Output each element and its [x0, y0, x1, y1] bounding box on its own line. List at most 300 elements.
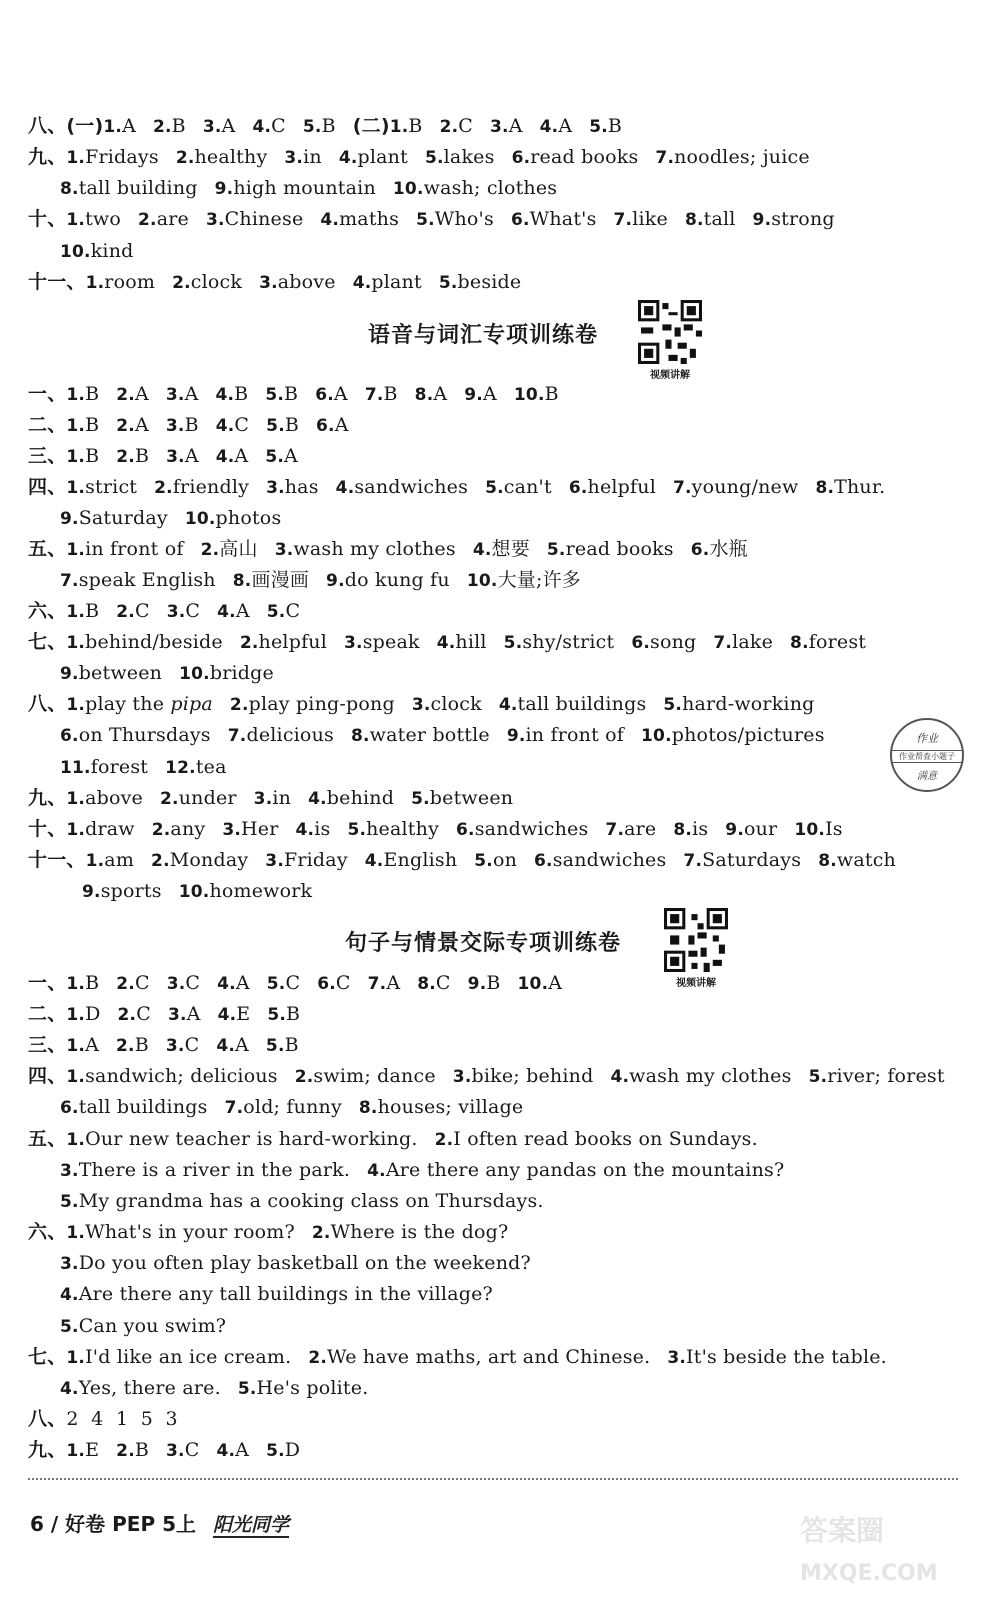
answer-item	[351, 724, 490, 746]
item-number: 2.	[172, 273, 191, 293]
item-number: 8.	[684, 210, 704, 230]
answer-item	[295, 1065, 436, 1087]
item-answer: on Thursdays	[78, 724, 211, 746]
item-answer: are	[156, 208, 189, 230]
item-number: 5.	[589, 117, 608, 137]
answer-item	[216, 414, 249, 436]
item-answer: A	[184, 445, 199, 467]
item-number: 5.	[347, 820, 367, 840]
answer-item	[252, 115, 285, 137]
answer-item	[667, 1346, 887, 1368]
section-title-sentences-communication: 句子与情景交际专项训练卷	[345, 931, 622, 956]
item-number: 6.	[60, 1098, 79, 1118]
item-answer: draw	[85, 818, 135, 840]
item-answer: C	[185, 972, 201, 994]
item-answer: between	[429, 787, 514, 809]
item-number: 5.	[265, 447, 285, 467]
answer-line	[60, 1092, 540, 1122]
item-answer: tall	[703, 208, 736, 230]
item-answer: B	[134, 1034, 149, 1056]
answer-item	[66, 476, 137, 498]
item-number: 3.	[165, 1036, 185, 1056]
answer-item	[66, 1034, 99, 1056]
answer-item	[641, 724, 825, 746]
item-answer: lake	[732, 631, 774, 653]
answer-line	[28, 267, 538, 297]
item-answer: Chinese	[224, 208, 304, 230]
item-number: 2.	[160, 789, 179, 809]
answer-item	[217, 600, 250, 622]
watermark-line1: 答案圈	[800, 1514, 885, 1547]
item-number: 2.	[116, 385, 135, 405]
item-number: 1.	[389, 117, 409, 137]
item-number: 7.	[713, 633, 733, 653]
item-answer: B	[85, 414, 100, 436]
item-number: 5.	[265, 1036, 285, 1056]
item-answer: young/new	[691, 476, 799, 498]
item-answer: bridge	[209, 662, 274, 684]
item-answer: between	[78, 662, 163, 684]
item-answer: Saturdays	[702, 849, 802, 871]
answer-item	[344, 631, 420, 653]
item-number: 4.	[295, 820, 315, 840]
answer-item	[308, 787, 394, 809]
answer-item	[605, 818, 656, 840]
item-answer: Monday	[169, 849, 249, 871]
item-number: 5.	[546, 540, 566, 560]
item-number: 3.	[411, 695, 431, 715]
answer-line	[28, 1342, 904, 1372]
item-number: 5.	[266, 974, 286, 994]
item-number: 8.	[60, 179, 79, 199]
item-number: 8.	[790, 633, 809, 653]
stamp-mid-text: 作业帮查小题子	[892, 750, 962, 763]
answer-item	[103, 115, 136, 137]
answer-item	[511, 208, 597, 230]
answer-item	[490, 115, 523, 137]
answer-item	[631, 631, 696, 653]
item-number: 4.	[472, 540, 492, 560]
answer-item	[518, 972, 563, 994]
stamp-top-text: 作业	[916, 732, 938, 745]
qr-code-icon[interactable]	[638, 300, 702, 364]
item-answer: A	[235, 972, 250, 994]
item-number: 9.	[60, 509, 79, 529]
item-number: 3.	[266, 478, 285, 498]
item-number: 2.	[116, 1441, 135, 1461]
answer-item	[86, 849, 134, 871]
item-answer: in	[272, 787, 292, 809]
item-answer: tall building	[78, 177, 198, 199]
section-number: 三、	[28, 1034, 67, 1056]
item-answer: Where is the dog?	[330, 1221, 509, 1243]
item-answer: behind/beside	[85, 631, 223, 653]
section-number: 三、	[28, 445, 67, 467]
item-number: 1.	[103, 117, 123, 137]
item-number: 8.	[815, 478, 835, 498]
item-number: 3.	[166, 602, 186, 622]
answer-item	[464, 383, 497, 405]
item-answer: read books	[530, 146, 639, 168]
answer-item	[206, 208, 303, 230]
item-number: 3.	[205, 210, 225, 230]
item-answer: A	[235, 1034, 249, 1056]
answer-line	[28, 783, 530, 813]
item-number: 7.	[672, 478, 692, 498]
item-answer: bike; behind	[471, 1065, 594, 1087]
item-answer: any	[170, 818, 206, 840]
item-number: 11.	[60, 758, 91, 778]
section-number: 十一、	[28, 849, 86, 871]
item-number: 3.	[60, 1161, 79, 1181]
answer-item	[473, 538, 530, 560]
item-answer: 想要	[491, 538, 530, 560]
item-number: 1.	[66, 1223, 86, 1243]
item-number: 3.	[165, 416, 185, 436]
item-answer: B	[284, 1034, 299, 1056]
answer-item	[317, 972, 350, 994]
item-answer: song	[650, 631, 697, 653]
item-number: 5.	[485, 478, 504, 498]
item-number: 2.	[229, 695, 249, 715]
answer-item	[60, 177, 198, 199]
item-answer: wash my clothes	[293, 538, 456, 560]
item-answer: 大量;许多	[497, 569, 581, 591]
section-number: 九、	[28, 787, 67, 809]
item-number: 1.	[66, 416, 86, 436]
item-number: 2.	[308, 1348, 328, 1368]
item-answer: A	[433, 383, 448, 405]
answer-item	[512, 146, 639, 168]
section-number: 五、	[28, 538, 67, 560]
watermark-line2: MXQE.COM	[800, 1561, 938, 1586]
answer-item	[154, 476, 249, 498]
item-answer: D	[85, 1003, 101, 1025]
item-number: 4.	[498, 695, 518, 715]
item-answer: A	[122, 115, 136, 137]
answer-item	[66, 1439, 99, 1461]
item-number: 1.	[66, 447, 86, 467]
answer-item	[66, 1221, 294, 1243]
item-answer: in	[303, 146, 322, 168]
item-answer: Are there any tall buildings in the village?	[78, 1283, 493, 1305]
item-number: 3.	[202, 117, 222, 137]
item-answer: A	[134, 383, 149, 405]
answer-item	[266, 1439, 300, 1461]
item-number: 2.	[116, 974, 135, 994]
item-answer: do kung fu	[344, 569, 450, 591]
answer-item	[233, 569, 309, 591]
item-answer: sandwiches	[474, 818, 589, 840]
qr-caption: 视频讲解	[650, 370, 690, 381]
item-number: 6.	[631, 633, 650, 653]
item-number: 5.	[237, 1379, 257, 1399]
item-answer: photos/pictures	[671, 724, 825, 746]
answer-line	[60, 173, 574, 203]
answer-item	[275, 538, 456, 560]
answer-item	[60, 1315, 226, 1337]
answer-item	[614, 208, 668, 230]
item-answer: forest	[808, 631, 867, 653]
answer-item	[456, 818, 588, 840]
item-answer: What's	[529, 208, 597, 230]
item-number: 4.	[539, 117, 559, 137]
item-number: 5.	[266, 416, 285, 436]
answer-item	[468, 972, 501, 994]
item-answer: is	[314, 818, 331, 840]
answer-line	[60, 1186, 561, 1216]
item-answer: forest	[90, 756, 149, 778]
item-answer: B	[321, 115, 336, 137]
item-number: 10.	[641, 726, 672, 746]
item-number: 2.	[116, 447, 135, 467]
answer-item	[60, 1252, 531, 1274]
answer-item	[267, 600, 300, 622]
item-number: 6.	[568, 478, 588, 498]
item-number: 3.	[667, 1348, 687, 1368]
item-answer: B	[171, 115, 186, 137]
item-number: 5.	[474, 851, 493, 871]
answer-item	[66, 414, 99, 436]
item-number: 7.	[605, 820, 625, 840]
answer-item	[610, 1065, 791, 1087]
section-number: 九、	[28, 1439, 67, 1461]
answer-item	[540, 115, 573, 137]
item-number: 2.	[294, 1067, 314, 1087]
answer-item	[60, 756, 148, 778]
answer-item	[663, 693, 814, 715]
answer-item	[167, 972, 200, 994]
answer-item	[365, 383, 398, 405]
answer-item	[683, 849, 801, 871]
answer-item	[86, 271, 155, 293]
item-answer: B	[134, 1439, 150, 1461]
answer-item	[60, 1377, 221, 1399]
item-answer: Are there any pandas on the mountains?	[385, 1159, 785, 1181]
item-answer: It's beside the table.	[686, 1346, 887, 1368]
item-answer: Yes, there are.	[78, 1377, 221, 1399]
item-number: 3.	[253, 789, 273, 809]
answer-item	[691, 538, 748, 560]
item-number: 6.	[534, 851, 553, 871]
answer-line-ordering	[28, 1404, 178, 1434]
answer-item	[266, 1034, 299, 1056]
item-answer: 高山	[219, 538, 258, 560]
item-answer: our	[743, 818, 778, 840]
answer-line	[60, 236, 151, 266]
item-number: 5.	[267, 1005, 287, 1025]
item-number: 2.	[311, 1223, 331, 1243]
answer-item	[66, 445, 99, 467]
answer-item	[485, 476, 552, 498]
item-number: 7.	[367, 974, 387, 994]
item-number: 4.	[60, 1285, 79, 1305]
item-answer: healthy	[366, 818, 440, 840]
item-number: 9.	[467, 974, 487, 994]
item-number: 2.	[175, 148, 195, 168]
answer-item	[266, 414, 299, 436]
item-answer: He's polite.	[256, 1377, 369, 1399]
answer-item	[412, 693, 482, 715]
item-answer: What's in your room?	[85, 1221, 295, 1243]
item-number: 10.	[60, 242, 91, 262]
item-answer: homework	[209, 880, 313, 902]
answer-item	[673, 476, 798, 498]
item-number: 7.	[683, 851, 703, 871]
item-number: 4.	[215, 416, 235, 436]
answer-line	[28, 472, 902, 502]
answer-line	[28, 410, 366, 440]
item-number: 2.	[116, 602, 135, 622]
answer-item	[116, 1034, 149, 1056]
item-number: 8.	[417, 974, 436, 994]
item-answer: helpful	[587, 476, 656, 498]
item-number: 6.	[60, 726, 79, 746]
item-number: 1.	[66, 1005, 86, 1025]
item-number: 3.	[344, 633, 363, 653]
answer-item	[167, 600, 200, 622]
answer-item	[179, 880, 313, 902]
item-number: 4.	[338, 148, 358, 168]
item-answer: A	[333, 383, 348, 405]
section-number: 六、	[28, 600, 67, 622]
section-number: 八、(一)	[28, 115, 104, 137]
item-number: 1.	[66, 1067, 86, 1087]
item-number: 3.	[166, 447, 185, 467]
item-answer: C	[458, 115, 474, 137]
item-answer: C	[184, 1034, 200, 1056]
item-number: 6.	[317, 974, 336, 994]
section-number: 二、	[28, 1003, 67, 1025]
item-number: 9.	[214, 179, 234, 199]
answer-item	[254, 787, 291, 809]
qr-caption: 视频讲解	[676, 978, 716, 989]
answer-item	[296, 818, 331, 840]
item-number: 2.	[116, 1036, 135, 1056]
item-answer: helpful	[258, 631, 328, 653]
answer-item	[60, 1283, 493, 1305]
item-number: 9.	[60, 664, 79, 684]
section-number: 四、	[28, 476, 67, 498]
answer-item	[238, 1377, 369, 1399]
item-answer: B	[286, 1003, 301, 1025]
section-number: 九、	[28, 146, 67, 168]
answer-item	[66, 787, 143, 809]
item-answer: My grandma has a cooking class on Thursdays.	[78, 1190, 544, 1212]
answer-item	[439, 271, 522, 293]
answer-item	[315, 383, 348, 405]
item-number: 8.	[673, 820, 693, 840]
section-number: 七、	[28, 631, 67, 653]
answer-item	[116, 972, 149, 994]
item-number: 10.	[513, 385, 545, 405]
answer-item	[215, 177, 376, 199]
item-number: 6.	[690, 540, 710, 560]
answer-item	[474, 849, 517, 871]
item-number: 3.	[167, 1005, 187, 1025]
item-number: 3.	[265, 851, 284, 871]
item-answer: 水瓶	[709, 538, 748, 560]
item-answer: A	[548, 972, 563, 994]
answer-item	[440, 115, 473, 137]
item-answer: lakes	[443, 146, 495, 168]
item-answer: A	[184, 383, 199, 405]
item-answer: B	[85, 600, 100, 622]
answer-item	[116, 383, 149, 405]
answer-item	[685, 208, 736, 230]
answer-line	[60, 1155, 801, 1185]
item-number: 4.	[215, 447, 235, 467]
item-answer: is	[692, 818, 709, 840]
item-answer: in front of	[525, 724, 625, 746]
item-answer: healthy	[194, 146, 268, 168]
answer-item	[203, 115, 236, 137]
answer-item	[499, 693, 647, 715]
item-answer: clock	[430, 693, 482, 715]
item-number: 6.	[316, 416, 335, 436]
item-answer: sandwich; delicious	[85, 1065, 278, 1087]
answer-item	[138, 208, 189, 230]
item-answer: E	[85, 1439, 100, 1461]
item-number: 2.	[151, 851, 170, 871]
item-number: 2.	[116, 416, 135, 436]
answer-item	[66, 818, 134, 840]
item-answer: tall buildings	[78, 1096, 208, 1118]
item-answer: A	[221, 115, 236, 137]
item-answer: wash my clothes	[629, 1065, 792, 1087]
item-number: 5.	[266, 602, 286, 622]
item-number: 1.	[66, 478, 86, 498]
item-answer: speak English	[78, 569, 216, 591]
answer-item	[166, 383, 199, 405]
item-answer: like	[632, 208, 668, 230]
item-number: 1.	[66, 633, 86, 653]
answer-item	[266, 476, 319, 498]
answer-line	[28, 1030, 316, 1060]
answer-item	[320, 208, 399, 230]
item-number: 9.	[506, 726, 526, 746]
item-answer: E	[236, 1003, 251, 1025]
section-number: (二)	[352, 115, 390, 137]
item-number: 2.	[152, 117, 172, 137]
item-number: 5.	[411, 789, 430, 809]
item-answer: room	[104, 271, 156, 293]
item-number: 7.	[224, 1098, 244, 1118]
answer-line	[60, 1248, 548, 1278]
item-answer: read books	[565, 538, 674, 560]
watermark-logo	[790, 1500, 990, 1590]
item-answer: strong	[771, 208, 835, 230]
item-number: 2.	[239, 633, 259, 653]
qr-code-icon[interactable]	[664, 908, 728, 972]
item-answer: wash; clothes	[423, 177, 558, 199]
answer-line	[60, 503, 298, 533]
item-number: 5.	[265, 385, 285, 405]
item-answer: clock	[190, 271, 243, 293]
item-number: 4.	[367, 1161, 386, 1181]
answer-item	[116, 445, 149, 467]
answer-line	[28, 627, 883, 657]
item-answer: C	[134, 600, 150, 622]
item-answer: Our new teacher is hard-working.	[85, 1128, 418, 1150]
answer-item	[66, 1065, 277, 1087]
item-answer: Saturday	[78, 507, 168, 529]
answer-item	[66, 600, 99, 622]
item-number: 7.	[60, 571, 79, 591]
item-number: 4.	[215, 385, 235, 405]
answer-item	[316, 414, 349, 436]
answer-item	[425, 146, 495, 168]
